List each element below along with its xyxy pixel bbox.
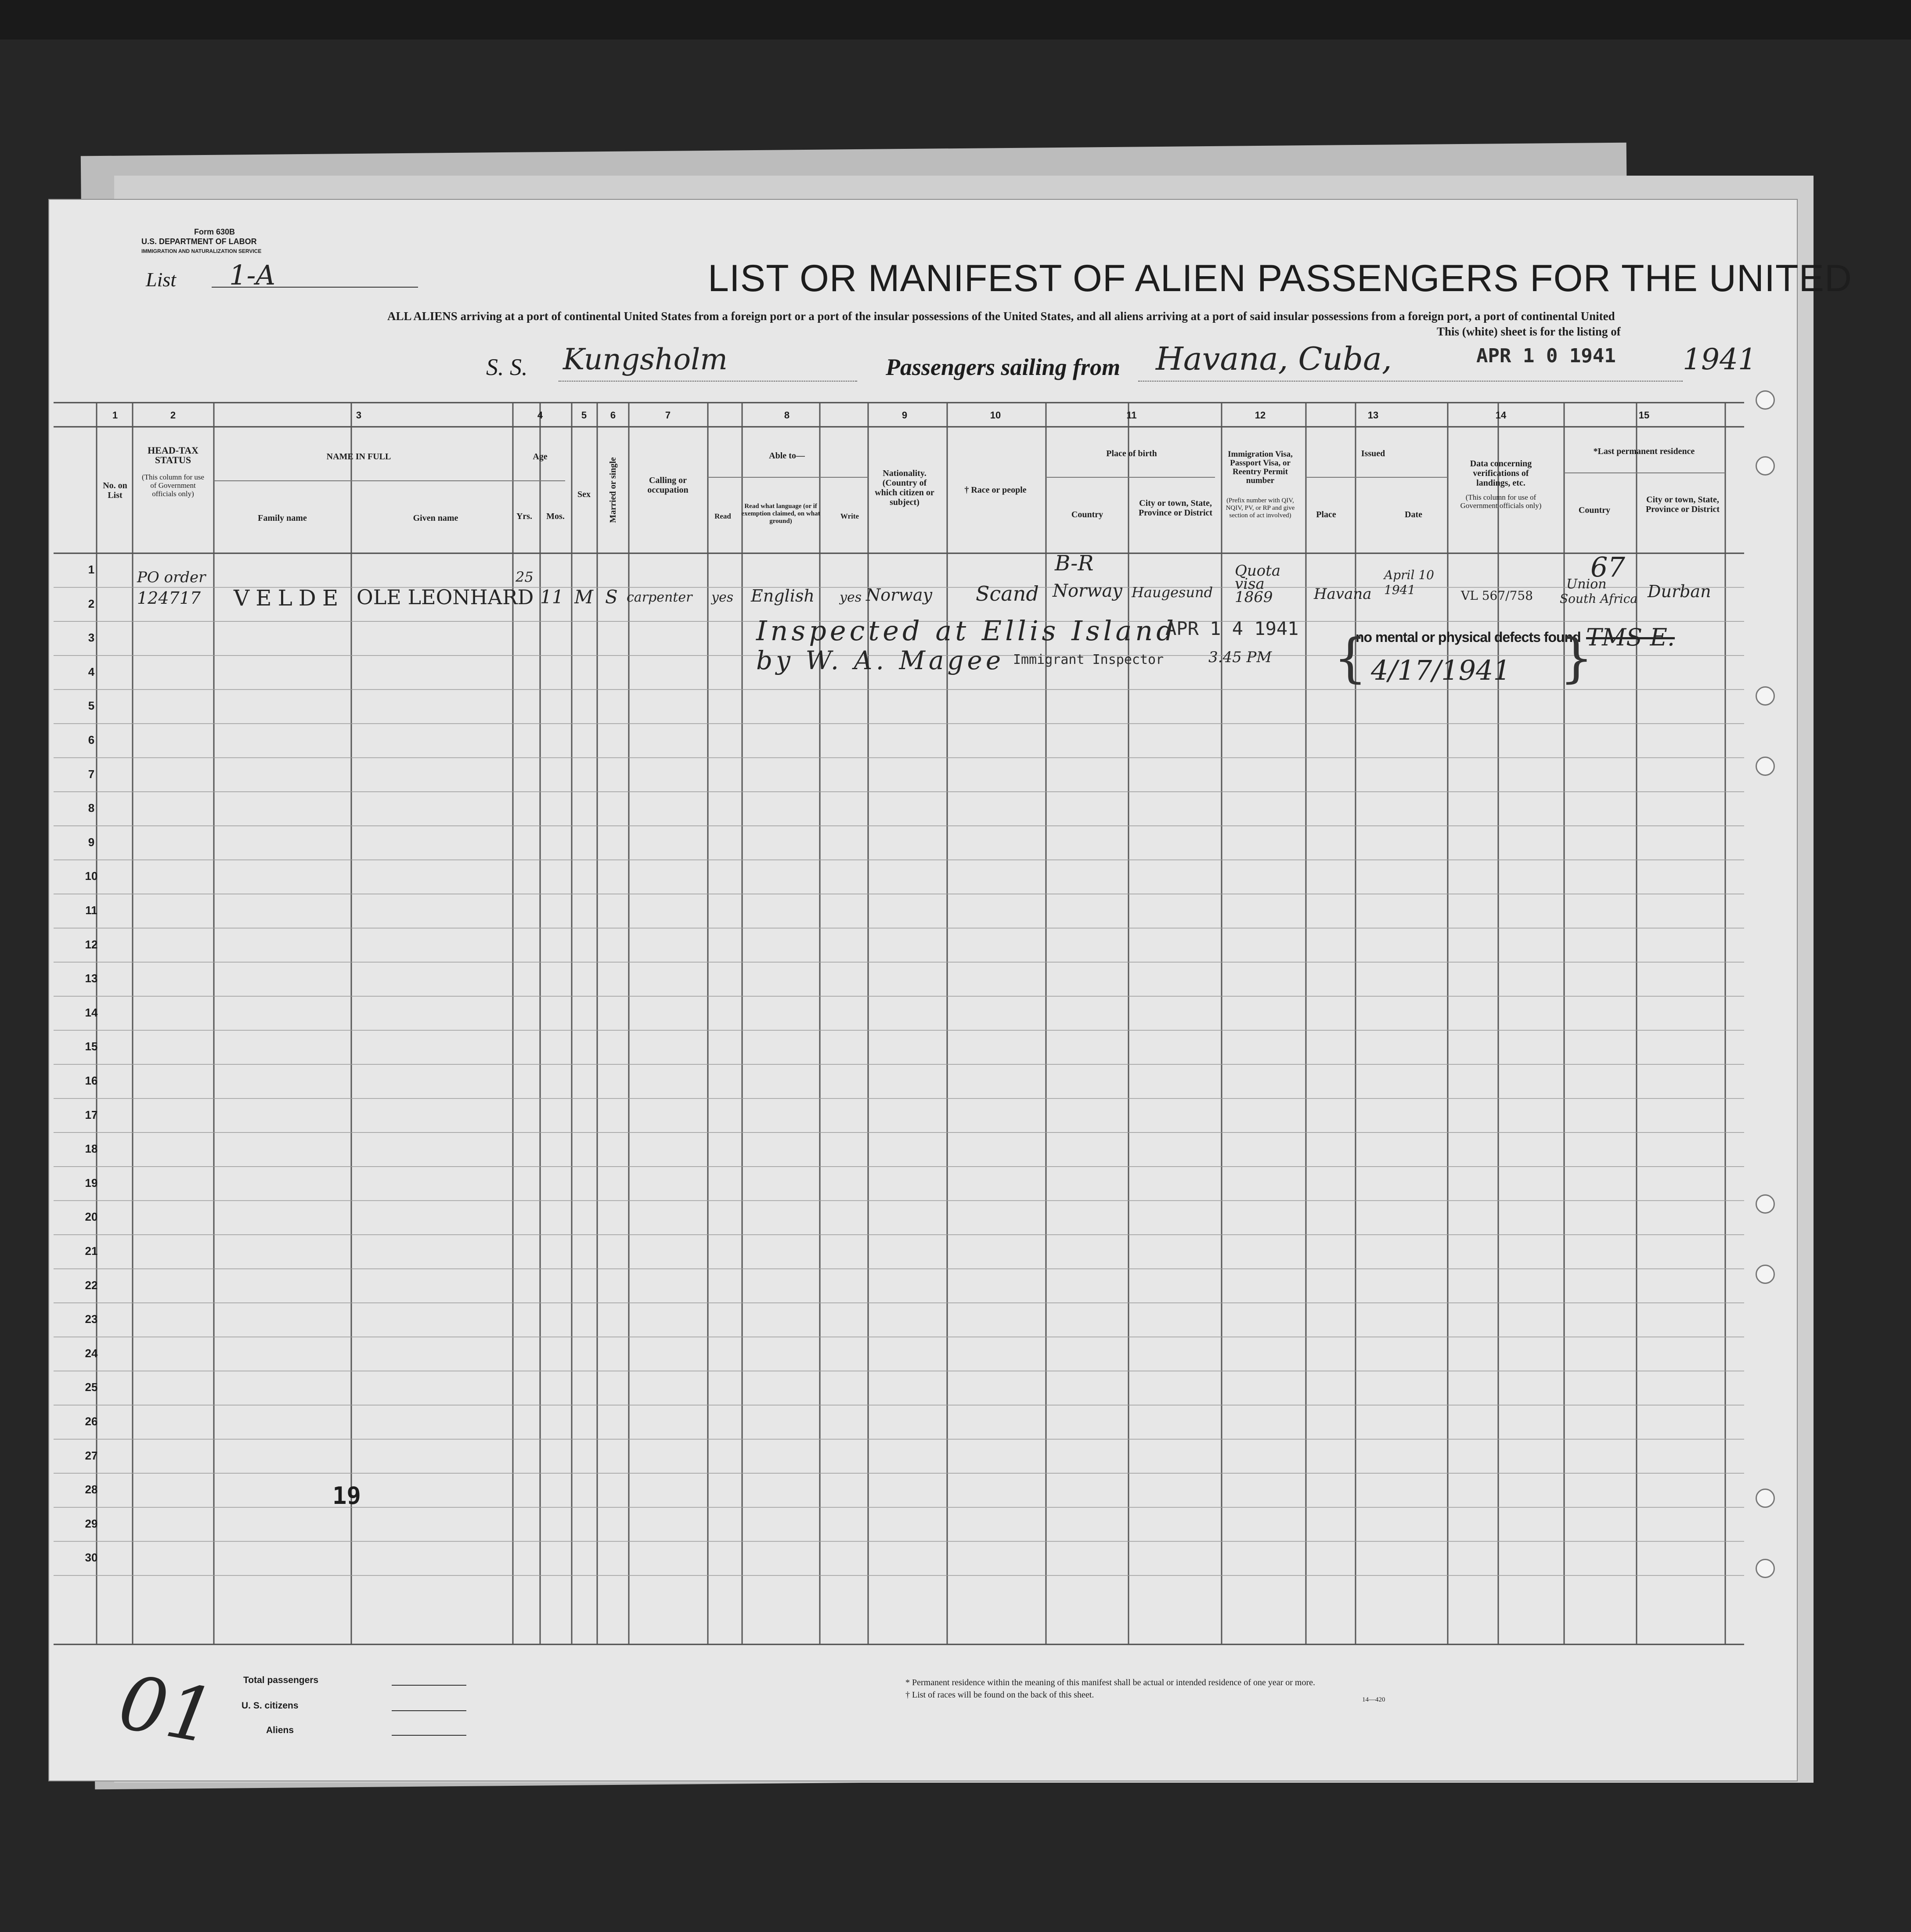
hdr-visa-note: (Prefix number with QIV, NQIV, PV, or RP and give section of act involved) [1226, 497, 1295, 519]
row-number: 21 [85, 1244, 98, 1258]
binder-hole [1756, 1194, 1775, 1214]
binder-hole [1756, 686, 1775, 706]
residence-country-1: Union [1566, 577, 1607, 592]
hdr-race: † Race or people [964, 485, 1027, 495]
sailing-label: Passengers sailing from [886, 354, 1121, 380]
col-num-1: 1 [112, 410, 118, 421]
hdr-res-city: City or town, State, Province or District [1645, 495, 1720, 514]
no-defects-stamp: no mental or physical defects found [1356, 629, 1581, 645]
left-brace: { [1334, 628, 1367, 689]
col-num-7: 7 [665, 410, 671, 421]
row-number: 8 [88, 801, 95, 815]
form-number: Form 630B [194, 227, 235, 236]
row-number: 22 [85, 1278, 98, 1292]
col-num-2: 2 [170, 410, 176, 421]
hdr-visa: Immigration Visa, Passport Visa, or Reentry Permit number [1228, 450, 1293, 485]
col-num-14: 14 [1495, 410, 1507, 421]
binder-hole [1756, 1559, 1775, 1578]
family-name-value: VELDE [234, 585, 345, 611]
col-num-15: 15 [1638, 410, 1650, 421]
residence-city-value: Durban [1648, 582, 1711, 601]
write-value: yes [840, 590, 862, 605]
footnote-races: † List of races will be found on the back of this sheet. [905, 1690, 1094, 1700]
row-number: 30 [85, 1551, 98, 1564]
row-number: 2 [88, 597, 95, 610]
row-number: 27 [85, 1449, 98, 1462]
race-value: Scand [976, 582, 1039, 606]
footer-total-passengers: Total passengers [243, 1675, 319, 1685]
manifest-grid [49, 200, 1797, 1781]
subtitle-line2: This (white) sheet is for the listing of [1437, 325, 1621, 338]
occupation-value: carpenter [627, 590, 692, 605]
stamped-number: 19 [332, 1482, 361, 1510]
list-value: 1-A [229, 259, 276, 291]
hdr-issued-date: Date [1405, 510, 1422, 519]
hdr-verification: Data concerning verifications of landings, etc. [1470, 459, 1532, 488]
birth-city-value: Haugesund [1132, 584, 1213, 601]
col-num-12: 12 [1255, 410, 1266, 421]
given-name-value: OLE LEONHARD [357, 585, 534, 609]
row-number: 14 [85, 1006, 98, 1019]
issued-place-value: Havana [1314, 585, 1372, 603]
row-number: 1 [88, 563, 95, 576]
ship-name: Kungsholm [563, 342, 728, 376]
list-label: List [146, 268, 177, 291]
row-number: 26 [85, 1415, 98, 1428]
verification-value: VL 567/758 [1461, 588, 1533, 603]
form-code: 14—420 [1362, 1696, 1385, 1703]
row-number: 4 [88, 665, 95, 678]
hdr-read-language: Read what language (or if exemption claimed, on what ground) [741, 503, 820, 525]
col-num-5: 5 [581, 410, 587, 421]
birth-country-value: Norway [1053, 581, 1122, 601]
binder-hole [1756, 1489, 1775, 1508]
row-number: 3 [88, 631, 95, 645]
subtitle-line1: ALL ALIENS arriving at a port of continental United States from a foreign port or a port of the insular possessions of the United States, and all aliens arriving at a port of said insular possessions from a foreign port, a port of continental United [387, 310, 1615, 323]
hdr-nationality: Nationality. (Country of which citizen or subject) [875, 469, 934, 507]
footer-aliens: Aliens [266, 1725, 294, 1735]
date-stamp: APR 1 0 1941 [1476, 345, 1616, 367]
defect-check-date: 4/17/1941 [1371, 654, 1511, 686]
residence-country-2: South Africa [1560, 591, 1638, 606]
col-num-10: 10 [990, 410, 1001, 421]
margin-mark: 01 [112, 1658, 221, 1761]
inspection-note: Inspected at Ellis Island [756, 615, 1177, 647]
hdr-write: Write [840, 512, 859, 520]
row-number: 24 [85, 1346, 98, 1360]
inspector-signature: by W. A. Magee [756, 645, 1005, 675]
row-number: 29 [85, 1517, 98, 1530]
row-number: 13 [85, 972, 98, 985]
nationality-value: Norway [866, 585, 932, 605]
col-num-3: 3 [356, 410, 362, 421]
binder-hole [1756, 1265, 1775, 1284]
binder-hole [1756, 757, 1775, 776]
footnote-residence: * Permanent residence within the meaning of this manifest shall be actual or intended residence of one year or more. [905, 1678, 1316, 1687]
row-number: 18 [85, 1142, 98, 1156]
row-number: 25 [85, 1381, 98, 1394]
page-title: LIST OR MANIFEST OF ALIEN PASSENGERS FOR THE UNITED [708, 257, 1853, 299]
us-citizens-line [392, 1710, 466, 1711]
hdr-yrs: Yrs. [516, 512, 533, 521]
sex-value: M [574, 586, 594, 608]
issued-date-value: April 10 1941 [1384, 568, 1434, 597]
row-number: 15 [85, 1040, 98, 1053]
hdr-res-country: Country [1578, 505, 1611, 515]
row-number: 6 [88, 733, 95, 746]
row-number: 16 [85, 1074, 98, 1087]
read-value: yes [711, 590, 734, 605]
hdr-sex: Sex [577, 490, 591, 499]
hdr-read: Read [714, 512, 731, 520]
col-num-6: 6 [610, 410, 616, 421]
birth-country-mark: B-R [1055, 551, 1094, 576]
hdr-head-tax-note: (This column for use of Government officials only) [141, 473, 205, 498]
row-number: 5 [88, 699, 95, 713]
language-value: English [751, 586, 815, 606]
row-number: 23 [85, 1312, 98, 1326]
col-num-9: 9 [901, 410, 908, 421]
row-number: 19 [85, 1176, 98, 1189]
footer-us-citizens: U. S. citizens [242, 1701, 299, 1711]
hdr-last-residence: *Last permanent residence [1593, 447, 1695, 456]
hdr-no-on-list: No. on List [103, 481, 127, 500]
row-number: 28 [85, 1483, 98, 1496]
row-number: 11 [85, 904, 97, 917]
hdr-verification-note: (This column for use of Government officials only) [1460, 493, 1542, 510]
department: U.S. DEPARTMENT OF LABOR [141, 237, 257, 246]
hdr-calling: Calling or occupation [647, 476, 689, 495]
inspection-stamp-date: APR 1 4 1941 [1165, 618, 1299, 639]
row-number: 12 [85, 937, 98, 951]
hdr-issued: Issued [1361, 449, 1385, 458]
age-years-value: 25 [516, 569, 534, 585]
hdr-able-to: Able to— [769, 451, 805, 461]
col-num-11: 11 [1126, 410, 1137, 421]
hdr-head-tax: HEAD-TAX STATUS [148, 445, 198, 465]
row-number: 9 [88, 835, 95, 849]
manifest-sheet [49, 200, 1853, 1781]
col-num-4: 4 [537, 410, 543, 421]
hdr-given-name: Given name [413, 513, 458, 523]
binder-hole [1756, 456, 1775, 476]
head-tax-number: 124717 [137, 588, 201, 608]
hdr-issued-place: Place [1316, 510, 1336, 519]
ss-label: S. S. [486, 354, 528, 380]
row-number: 10 [85, 869, 98, 883]
hdr-age: Age [533, 452, 548, 461]
inspection-time: 3.45 PM [1208, 649, 1272, 666]
visa-value: Quota visa 1869 [1235, 562, 1281, 606]
row-number: 20 [85, 1210, 98, 1224]
binder-hole [1756, 390, 1775, 410]
col-num-13: 13 [1367, 410, 1379, 421]
head-tax-order: PO order [137, 569, 206, 586]
sailing-from: Havana, Cuba, [1156, 340, 1392, 377]
hdr-name-in-full: NAME IN FULL [326, 452, 391, 461]
aliens-line [392, 1735, 466, 1736]
residence-mark: 67 [1590, 551, 1625, 583]
scanner-top-band [0, 0, 1911, 40]
hdr-birth-city: City or town, State, Province or District [1138, 498, 1213, 518]
marital-value: S [605, 586, 618, 608]
year-value: 1941 [1683, 342, 1756, 376]
hdr-family-name: Family name [258, 513, 307, 523]
right-brace: } [1560, 628, 1594, 689]
age-months-value: 11 [540, 586, 564, 608]
col-num-8: 8 [784, 410, 790, 421]
hdr-mos: Mos. [546, 512, 565, 521]
inspector-title: Immigrant Inspector [1013, 652, 1164, 667]
row-number: 7 [88, 767, 95, 781]
service: IMMIGRATION AND NATURALIZATION SERVICE [141, 248, 262, 254]
hdr-married: Married or single [608, 457, 618, 523]
tms-mark: TMS E. [1586, 624, 1675, 651]
hdr-birth-country: Country [1071, 510, 1103, 519]
row-number: 17 [85, 1108, 98, 1121]
total-passengers-line [392, 1685, 466, 1686]
hdr-place-of-birth: Place of birth [1106, 449, 1157, 458]
